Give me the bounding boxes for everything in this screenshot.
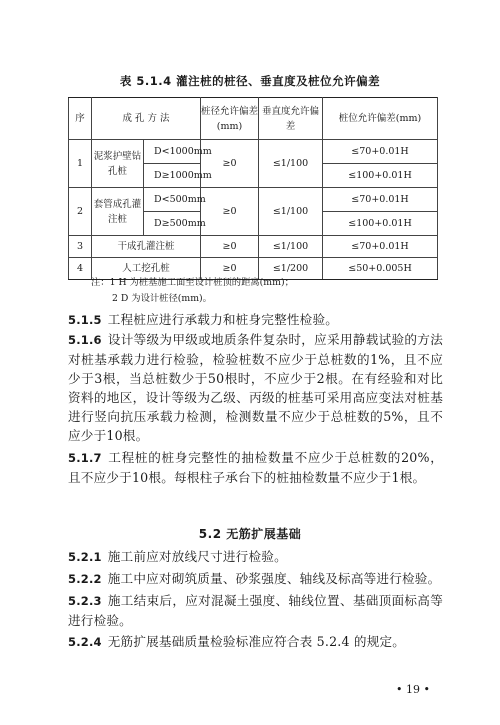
table-caption: 表 5.1.4 灌注桩的桩径、垂直度及桩位允许偏差: [119, 74, 381, 88]
clause-5-2-3: [68, 591, 443, 630]
row2-method: 套管成孔灌注桩: [92, 188, 144, 236]
page-number: • 19 •: [396, 683, 430, 696]
row1-vertical: ≤1/100: [259, 140, 323, 188]
row3-vertical: ≤1/100: [259, 236, 323, 258]
row2-diameter: ≥0: [201, 188, 259, 236]
clause-text: 施工前应对放线尺寸进行检验。: [107, 549, 287, 564]
row4-vertical: ≤1/200: [259, 258, 323, 280]
row3-diameter: ≥0: [201, 236, 259, 258]
clause-text: 设计等级为甲级或地质条件复杂时，应采用静载试验的方法对桩基承载力进行检验，检验桩数不应少于总桩数的1%，且不应少于3根，当总桩数少于50根时，不应少于2根。在有经验和对比资料的地区，设计等级为乙级、丙级的桩基可采用高应变法对桩基进行竖向抗压承载力检测，检测数量不应少于总桩数的5%，且不应少于10根。: [68, 332, 443, 443]
row1-method: 泥浆护壁钻孔桩: [92, 140, 144, 188]
row2-position2: ≤100+0.01H: [323, 212, 438, 236]
row2-position1: ≤70+0.01H: [323, 188, 438, 212]
clause-5-1-7: [68, 448, 443, 487]
row2-vertical: ≤1/100: [259, 188, 323, 236]
table-note-1: 注：1 H 为桩基施工面至设计桩顶的距离(mm)；: [91, 277, 294, 288]
row4-position: ≤50+0.005H: [323, 258, 438, 280]
row4-diameter: ≥0: [201, 258, 259, 280]
clause-5-1-5: [68, 310, 443, 330]
row3-no: 3: [69, 236, 92, 258]
row1-sub1: D<1000mm: [144, 140, 201, 164]
row2-no: 2: [69, 188, 92, 236]
clause-5-2-2: [68, 569, 443, 589]
row4-no: 4: [69, 258, 92, 280]
clause-number: 5.1.7: [68, 451, 102, 465]
row1-diameter: ≥0: [201, 140, 259, 188]
clause-5-1-6: [68, 330, 443, 445]
clause-number: 5.2.3: [68, 594, 102, 608]
clause-text: 施工结束后，应对混凝土强度、轴线位置、基础顶面标高等进行检验。: [68, 593, 443, 628]
row4-method: 人工挖孔桩: [92, 258, 201, 280]
row2-sub1: D<500mm: [144, 188, 201, 212]
section-heading: 5.2 无筋扩展基础: [198, 527, 302, 541]
header-position: 桩位允许偏差(mm): [323, 98, 438, 140]
row3-method: 干成孔灌注桩: [92, 236, 201, 258]
tolerance-table: [68, 97, 438, 280]
clause-5-2-4: [68, 632, 443, 652]
clause-number: 5.2.4: [68, 635, 102, 649]
header-diameter: 桩径允许偏差(mm): [201, 98, 259, 140]
clause-text: 工程桩应进行承载力和桩身完整性检验。: [107, 312, 339, 327]
header-no: 序: [69, 98, 92, 140]
row1-position2: ≤100+0.01H: [323, 164, 438, 188]
clause-5-2-1: [68, 547, 443, 567]
row1-position1: ≤70+0.01H: [323, 140, 438, 164]
header-method: 成 孔 方 法: [92, 98, 201, 140]
clause-number: 5.2.1: [68, 550, 102, 564]
clause-number: 5.2.2: [68, 572, 102, 586]
clause-text: 无筋扩展基础质量检验标准应符合表 5.2.4 的规定。: [107, 634, 406, 649]
clause-text: 施工中应对砌筑质量、砂浆强度、轴线及标高等进行检验。: [107, 571, 441, 586]
row1-sub2: D≥1000mm: [144, 164, 201, 188]
clause-number: 5.1.6: [68, 333, 102, 347]
row3-position: ≤70+0.01H: [323, 236, 438, 258]
header-vertical: 垂直度允许偏差: [259, 98, 323, 140]
row1-no: 1: [69, 140, 92, 188]
clause-number: 5.1.5: [68, 313, 102, 327]
table-note-2: 2 D 为设计桩径(mm)。: [112, 293, 212, 304]
clause-text: 工程桩的桩身完整性的抽检数量不应少于总桩数的20%，且不应少于10根。每根柱子承台下的桩抽检数量不应少于1根。: [68, 450, 443, 485]
row2-sub2: D≥500mm: [144, 212, 201, 236]
